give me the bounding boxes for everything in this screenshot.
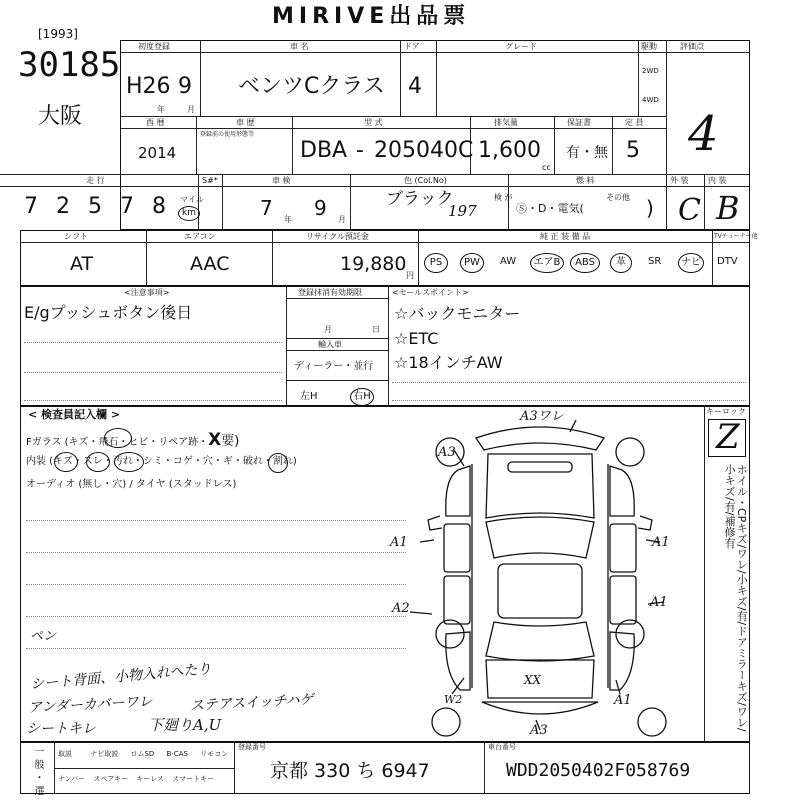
feature-remote: リモコン [200, 750, 229, 758]
hand-note-5: 下廻りA,U [148, 716, 222, 734]
lot-number: 30185 [18, 45, 121, 85]
damage-a1-right: A1 [652, 535, 670, 550]
label-warranty: 保証書 [567, 118, 591, 127]
label-fuel: 燃 料 [576, 176, 595, 185]
color-value: ブラック [386, 189, 454, 209]
feature-rom-sd: ロムSD [130, 750, 155, 758]
damage-a1-right2: A1 [650, 595, 668, 610]
key-lock-mark: Z [716, 417, 740, 457]
aircon-value: AAC [190, 253, 230, 275]
recycle-value: 19,880 [340, 253, 407, 275]
label-ken-ga: 検 が [494, 193, 513, 202]
drive-4wd: 4WD [642, 96, 659, 104]
label-drive: 駆動 [641, 42, 657, 51]
label-year-west: 西 暦 [146, 118, 165, 127]
venue-name: 大阪 [38, 104, 83, 129]
label-history-sub: 登録前の使用形態等 [200, 131, 255, 138]
first-reg-month: 9 [178, 74, 192, 99]
damage-a2-left: A2 [392, 601, 410, 616]
equip-aw: AW [500, 256, 517, 267]
damage-a3-left: A3 [438, 445, 456, 460]
side-notes: ホイル・CPキズ/ワレ/小キズ/有/ドアミラーキズ/ワレ/小キズ/有/補修有 [723, 464, 749, 732]
equip-dtv: DTV [717, 256, 738, 267]
hand-note-2: アンダーカバーワレ [27, 693, 153, 717]
sheet-title: MIRIVE出品票 [272, 4, 471, 29]
feature-manual: 取説 [58, 750, 72, 758]
inspector-line-1 [26, 432, 239, 449]
displacement-value: 1,600 [478, 138, 541, 163]
label-inspection: 車 検 [272, 176, 291, 185]
equip-pw: PW [460, 253, 484, 273]
capacity-value: 5 [626, 138, 640, 163]
label-interior: 内 装 [708, 176, 727, 185]
label-yen: 円 [406, 271, 414, 280]
feature-keyless: キーレス [136, 775, 165, 783]
inspection-day: 9 [314, 196, 327, 220]
label-recycle: リサイクル預託金 [306, 232, 369, 241]
sales-point-1: ☆バックモニター [394, 304, 521, 323]
label-inspector: < 検査員記入欄 > [28, 408, 121, 421]
label-doors: ドア [404, 42, 420, 51]
hand-note-4: シートキレ [26, 721, 96, 737]
sales-point-3: ☆18インチAW [394, 353, 503, 372]
sales-point-2: ☆ETC [394, 329, 439, 348]
label-first-reg: 初度登録 [138, 42, 170, 51]
reg-month-mark: 月 [324, 325, 332, 334]
damage-a1-left: A1 [390, 535, 408, 550]
interior-line: 内装 (キズ・スレ・汚れ・シミ・コゲ・穴・ギ・破れ・割れ) [26, 456, 297, 467]
fuel-close: ) [646, 196, 654, 220]
label-color: 色 (Col.No) [404, 176, 447, 185]
fglass-mark: X [208, 430, 222, 450]
doors-value: 4 [408, 74, 422, 99]
steering-left: 左H [300, 391, 318, 402]
chassis-value: WDD2050402F058769 [506, 760, 691, 781]
drive-2wd: 2WD [642, 67, 659, 75]
label-insp-year: 年 [284, 215, 292, 224]
year-value: 2014 [138, 144, 177, 162]
exterior-grade: C [678, 193, 701, 228]
equip-abs: ABS [570, 253, 600, 273]
car-name-value: ベンツCクラス [238, 74, 385, 99]
label-car-name: 車 名 [290, 42, 309, 51]
label-mile: マイル [180, 195, 204, 204]
plate-value: 京都 330 ち 6947 [270, 760, 430, 782]
fglass-text: Fガラス (キズ・飛石・ヒビ・リペア跡・ [26, 437, 209, 448]
equip-navi: ナビ [678, 253, 704, 273]
feature-row-2 [58, 776, 214, 783]
label-capacity: 定 員 [625, 118, 644, 127]
hand-kanji: ペン [30, 629, 57, 644]
label-reg-expiry: 登録抹消有効期限 [298, 288, 362, 297]
equip-sr: SR [648, 256, 662, 267]
car-damage-diagram [380, 408, 700, 742]
label-score: 評価点 [680, 42, 704, 51]
label-year-mark: 年 [157, 105, 165, 114]
notes-text: E/gプッシュボタン後日 [24, 303, 193, 322]
damage-w2: W2 [444, 693, 463, 706]
equip-airbag: エアB [530, 253, 564, 273]
model-type-code: 205040C [374, 138, 474, 163]
color-number: 197 [448, 202, 477, 220]
equip-ps: PS [424, 253, 448, 273]
label-month-mark: 月 [187, 105, 195, 114]
label-equipment: 純 正 装 備 品 [540, 232, 591, 241]
warranty-value: 有・無 [566, 145, 608, 161]
label-chassis: 車台番号 [488, 743, 516, 751]
damage-a1-bottom: A1 [614, 693, 632, 708]
import-dealer: ディーラー・並行 [294, 361, 374, 372]
interior-grade: B [716, 189, 740, 227]
fglass-suffix: 要) [221, 434, 240, 449]
label-cc: cc [542, 163, 551, 172]
feature-smart-key: スマートキー [172, 775, 215, 783]
feature-spare-key: スペアキー [93, 775, 129, 783]
reg-day-mark: 日 [372, 325, 380, 334]
equip-leather: 革 [610, 253, 632, 273]
fuel-value: Ⓢ・D・電気( [516, 202, 584, 215]
first-reg-era: H26 [126, 74, 171, 99]
label-tuner: TVチューナー他 [714, 233, 758, 240]
label-exterior: 外 装 [670, 176, 689, 185]
label-notes: <注意事項> [124, 288, 170, 297]
label-grade: グレード [505, 42, 537, 51]
feature-navi-manual: ナビ取説 [90, 750, 119, 758]
damage-a3-top: A3ワレ [520, 409, 564, 424]
label-shift: シフト [64, 232, 88, 241]
damage-a3-bottom: A3 [530, 723, 548, 738]
label-displacement: 排気量 [494, 118, 518, 127]
label-plate: 登録番号 [238, 743, 266, 751]
shift-value: AT [70, 253, 94, 275]
hand-note-3: ステアスイッチハゲ [189, 691, 315, 715]
score-value: 4 [688, 106, 719, 162]
label-fuel-other: その他 [606, 193, 630, 202]
feature-plate: ナンバー [58, 775, 86, 783]
feature-row-1 [58, 751, 228, 758]
inspection-month: 7 [260, 196, 273, 220]
label-mileage: 走 行 [86, 176, 105, 185]
model-type-dash: - [356, 138, 364, 163]
label-history: 車 歴 [236, 118, 255, 127]
model-type-prefix: DBA [300, 138, 348, 163]
footer-section-label: 一 般 ・ 選 [32, 746, 43, 796]
label-import-car: 輸入車 [318, 340, 342, 349]
label-insp-month: 月 [338, 215, 346, 224]
steering-right: 右H [350, 388, 374, 406]
hand-note-1: シート背面、小物入れへたり [29, 661, 213, 693]
label-sharp: S#* [202, 176, 218, 185]
bracket-number: [1993] [38, 27, 78, 41]
damage-xx: XX [524, 673, 542, 687]
mileage-value: 72578 [24, 194, 184, 219]
feature-bcas: B-CAS [166, 750, 188, 758]
label-sales-points: <セールスポイント> [392, 288, 469, 297]
label-model-type: 型 式 [364, 118, 383, 127]
label-key-lock: キーロック [706, 407, 746, 416]
km-circled: km [178, 206, 200, 221]
label-aircon: エアコン [184, 232, 216, 241]
audio-tire-line: オーディオ (無し・穴) / タイヤ (スタッドレス) [26, 479, 237, 490]
